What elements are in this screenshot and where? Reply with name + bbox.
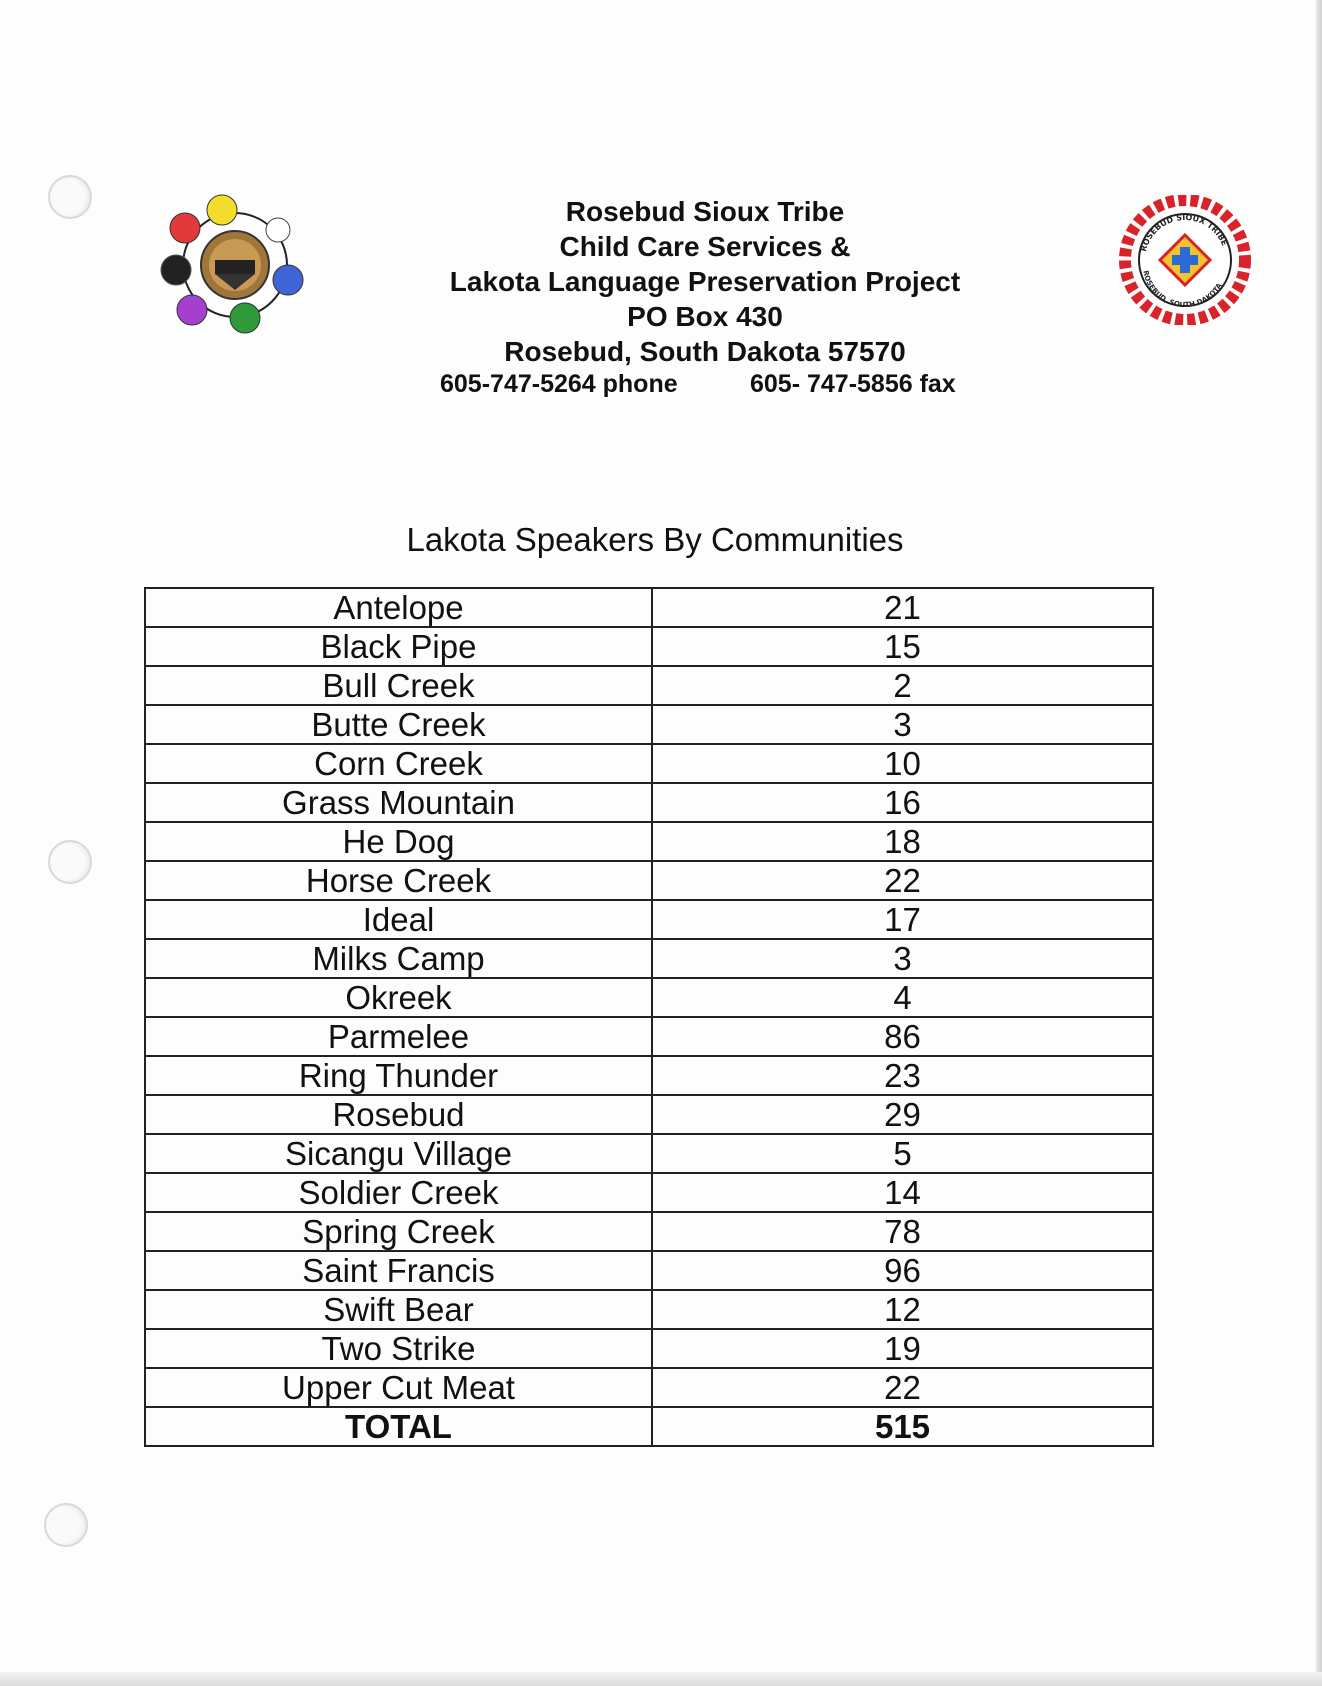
speaker-count: 2 [652, 666, 1153, 705]
community-name: Ring Thunder [145, 1056, 652, 1095]
community-name: Horse Creek [145, 861, 652, 900]
speaker-count: 23 [652, 1056, 1153, 1095]
speaker-count: 86 [652, 1017, 1153, 1056]
table-row [145, 861, 1153, 900]
table-row [145, 1056, 1153, 1095]
community-name: Bull Creek [145, 666, 652, 705]
community-name: Sicangu Village [145, 1134, 652, 1173]
project-name: Lakota Language Preservation Project [449, 266, 961, 297]
table-row [145, 1251, 1153, 1290]
community-name: Grass Mountain [145, 783, 652, 822]
phone-number: 605-747-5264 phone [440, 370, 678, 398]
community-name: He Dog [145, 822, 652, 861]
page-edge [1316, 0, 1322, 1686]
table-row [145, 1134, 1153, 1173]
community-name: Two Strike [145, 1329, 652, 1368]
community-name: Butte Creek [145, 705, 652, 744]
speaker-count: 10 [652, 744, 1153, 783]
table-row [145, 1368, 1153, 1407]
org-name: Rosebud Sioux Tribe [565, 196, 845, 227]
table-row [145, 627, 1153, 666]
speaker-count: 3 [652, 705, 1153, 744]
table-row [145, 1329, 1153, 1368]
community-name: Ideal [145, 900, 652, 939]
speaker-count: 4 [652, 978, 1153, 1017]
po-box: PO Box 430 [627, 301, 783, 332]
letterhead [410, 194, 1000, 369]
page-edge-bottom [0, 1672, 1322, 1686]
speakers-table [144, 587, 1154, 1447]
speaker-count: 16 [652, 783, 1153, 822]
speaker-count: 21 [652, 588, 1153, 627]
community-name: Antelope [145, 588, 652, 627]
table-row [145, 588, 1153, 627]
table-title: Lakota Speakers By Communities [406, 521, 904, 558]
community-name: Upper Cut Meat [145, 1368, 652, 1407]
program-logo [160, 190, 310, 340]
community-name: Corn Creek [145, 744, 652, 783]
speaker-count: 18 [652, 822, 1153, 861]
table-row [145, 783, 1153, 822]
table-row [145, 1212, 1153, 1251]
speaker-count: 15 [652, 627, 1153, 666]
table-row [145, 978, 1153, 1017]
fax-number: 605- 747-5856 fax [750, 370, 956, 398]
table-row [145, 1095, 1153, 1134]
punch-hole [44, 1503, 88, 1547]
program-name: Child Care Services & [559, 231, 851, 262]
speaker-count: 29 [652, 1095, 1153, 1134]
table-row [145, 939, 1153, 978]
community-name: Saint Francis [145, 1251, 652, 1290]
table-row [145, 666, 1153, 705]
table-row [145, 1290, 1153, 1329]
community-name: Swift Bear [145, 1290, 652, 1329]
table-row [145, 1017, 1153, 1056]
total-label: TOTAL [145, 1407, 652, 1446]
seal-top-text: ROSEBUD SIOUX TRIBE [1138, 212, 1230, 253]
speaker-count: 12 [652, 1290, 1153, 1329]
table-row [145, 1173, 1153, 1212]
speaker-count: 19 [652, 1329, 1153, 1368]
community-name: Milks Camp [145, 939, 652, 978]
punch-hole [48, 175, 92, 219]
total-row [145, 1407, 1153, 1446]
community-name: Black Pipe [145, 627, 652, 666]
table-row [145, 900, 1153, 939]
seal-bottom-text: ROSEBUD, SOUTH DAKOTA [1141, 269, 1224, 310]
community-name: Spring Creek [145, 1212, 652, 1251]
community-name: Rosebud [145, 1095, 652, 1134]
tribal-seal [1115, 195, 1255, 325]
speaker-count: 3 [652, 939, 1153, 978]
speaker-count: 78 [652, 1212, 1153, 1251]
speaker-count: 22 [652, 1368, 1153, 1407]
city-address: Rosebud, South Dakota 57570 [504, 336, 906, 367]
community-name: Parmelee [145, 1017, 652, 1056]
total-value: 515 [652, 1407, 1153, 1446]
speaker-count: 96 [652, 1251, 1153, 1290]
speaker-count: 5 [652, 1134, 1153, 1173]
community-name: Soldier Creek [145, 1173, 652, 1212]
table-row [145, 744, 1153, 783]
speaker-count: 22 [652, 861, 1153, 900]
table-row [145, 705, 1153, 744]
speaker-count: 17 [652, 900, 1153, 939]
community-name: Okreek [145, 978, 652, 1017]
speaker-count: 14 [652, 1173, 1153, 1212]
punch-hole [48, 840, 92, 884]
table-row [145, 822, 1153, 861]
